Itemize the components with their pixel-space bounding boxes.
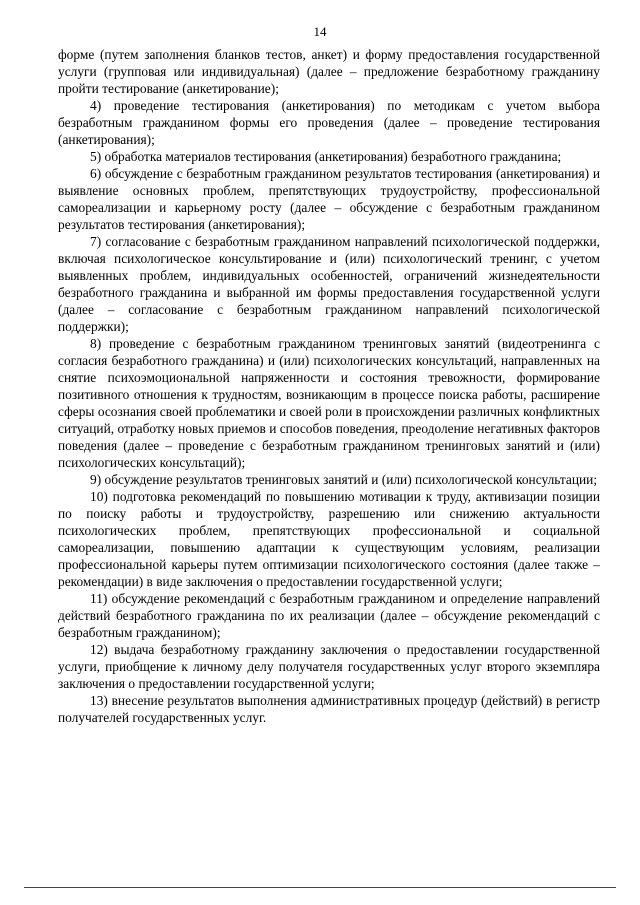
list-item-10: 10) подготовка рекомендаций по повышению мотивации к труду, активизации позиции по поиску работы и трудоустройству, разрешению или снижению актуальности психологических проблем, препятствующих профессиональной и социальной самореализации, повышению адаптации к существующим условиям, реализации профессиональной карьеры путем оптимизации психологического состояния (далее также – рекомендации) в виде заключения о предоставлении государственной услуги; — [58, 489, 600, 589]
list-item-4: 4) проведение тестирования (анкетирования) по методикам с учетом выбора безработным гражданином формы его проведения (далее – проведение тестирования (анкетирования); — [58, 98, 600, 147]
list-item-8: 8) проведение с безработным гражданином тренинговых занятий (видеотренинга с согласия безработного гражданина) и (или) психологических консультаций, направленных на снятие психоэмоциональной напряженности и состояния тревожности, формирование позитивного отношения к трудностям, возникающим в процессе поиска работы, расширение сферы осознания своей проблематики и своей роли в происхождении различных конфликтных ситуаций, отработку новых приемов и способов поведения, преодоление негативных факторов поведения (далее – проведение с безработным гражданином тренинговых занятий и (или) психологических консультаций); — [58, 336, 600, 470]
footer-rule — [24, 887, 616, 888]
list-item-5: 5) обработка материалов тестирования (анкетирования) безработного гражданина; — [90, 149, 562, 164]
list-item-12: 12) выдача безработному гражданину заключения о предоставлении государственной услуги, приобщение к личному делу получателя государственных услуг второго экземпляра заключения о предоставлении государственной услуги; — [58, 642, 600, 691]
list-item-7: 7) согласование с безработным гражданином направлений психологической поддержки, включая психологическое консультирование и (или) психологический тренинг, с учетом выявленных проблем, индивидуальных особенностей, ограничений жизнедеятельности безработного гражданина и выбранной им формы предоставления государственной услуги (далее – согласование с безработным гражданином направлений психологической поддержки); — [58, 234, 600, 334]
paragraph-continuation: форме (путем заполнения бланков тестов, анкет) и форму предоставления государственной услуги (групповая или индивидуальная) (далее – предложение безработному гражданину пройти тестирование (анкетирование); — [58, 47, 600, 96]
document-body — [58, 46, 600, 726]
list-item-11: 11) обсуждение рекомендаций с безработным гражданином и определение направлений действий безработного гражданина по их реализации (далее – обсуждение рекомендаций с безработным гражданином); — [58, 591, 600, 640]
page-number: 14 — [313, 24, 327, 39]
list-item-6: 6) обсуждение с безработным гражданином результатов тестирования (анкетирования) и выявление основных проблем, препятствующих трудоустройству, профессиональной самореализации и карьерному росту (далее – обсуждение с безработным гражданином результатов тестирования (анкетирования); — [58, 166, 600, 232]
list-item-9: 9) обсуждение результатов тренинговых занятий и (или) психологической консультации; — [90, 472, 598, 487]
list-item-13: 13) внесение результатов выполнения административных процедур (действий) в регистр получателей государственных услуг. — [58, 693, 600, 725]
